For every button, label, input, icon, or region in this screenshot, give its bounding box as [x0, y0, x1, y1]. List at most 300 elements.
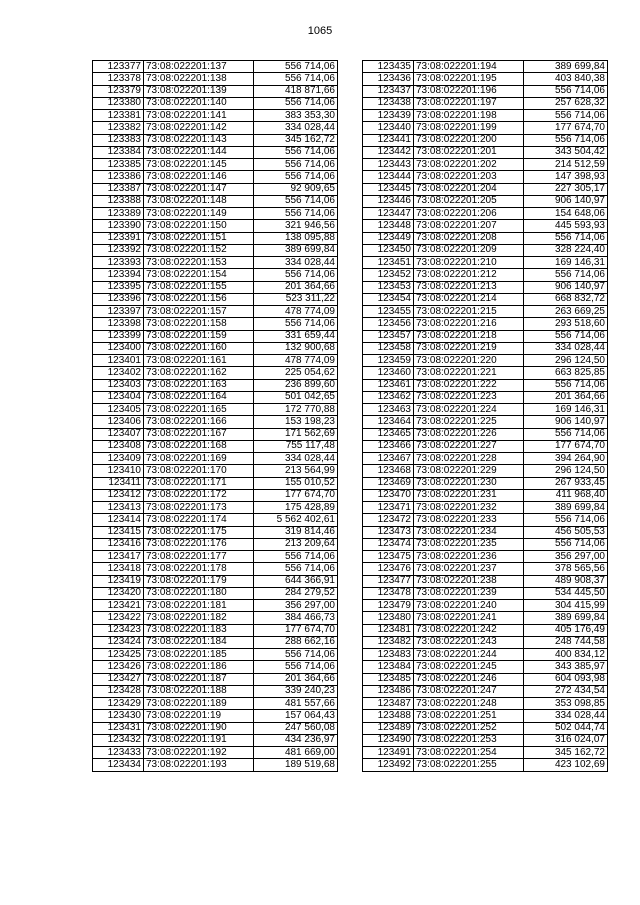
cadastral-number-cell: 73:08:022201:215 [414, 306, 524, 318]
value-cell: 177 674,70 [524, 122, 608, 134]
row-number-cell: 123464 [363, 416, 414, 428]
row-number-cell: 123458 [363, 342, 414, 354]
value-cell: 556 714,06 [254, 195, 338, 207]
value-cell: 389 699,84 [524, 61, 608, 73]
cadastral-number-cell: 73:08:022201:219 [414, 342, 524, 354]
cadastral-number-cell: 73:08:022201:177 [144, 551, 254, 563]
cadastral-number-cell: 73:08:022201:197 [414, 97, 524, 109]
cadastral-number-cell: 73:08:022201:161 [144, 355, 254, 367]
value-cell: 339 240,23 [254, 685, 338, 697]
cadastral-number-cell: 73:08:022201:144 [144, 146, 254, 158]
value-cell: 225 054,62 [254, 367, 338, 379]
cadastral-number-cell: 73:08:022201:168 [144, 440, 254, 452]
cadastral-number-cell: 73:08:022201:19 [144, 710, 254, 722]
row-number-cell: 123462 [363, 391, 414, 403]
cadastral-number-cell: 73:08:022201:142 [144, 122, 254, 134]
value-cell: 556 714,06 [254, 159, 338, 171]
table-row [363, 220, 608, 232]
register-table-left [92, 60, 338, 772]
cadastral-number-cell: 73:08:022201:141 [144, 110, 254, 122]
value-cell: 343 385,97 [524, 661, 608, 673]
value-cell: 906 140,97 [524, 281, 608, 293]
value-cell: 906 140,97 [524, 416, 608, 428]
page-number: 1065 [307, 25, 333, 37]
cadastral-number-cell: 73:08:022201:239 [414, 587, 524, 599]
table-row [363, 636, 608, 648]
row-number-cell: 123388 [93, 195, 144, 207]
table-row [363, 318, 608, 330]
value-cell: 383 353,30 [254, 110, 338, 122]
value-cell: 304 415,99 [524, 600, 608, 612]
row-number-cell: 123451 [363, 257, 414, 269]
table-row [93, 514, 338, 526]
row-number-cell: 123386 [93, 171, 144, 183]
table-row [363, 171, 608, 183]
row-number-cell: 123395 [93, 281, 144, 293]
table-row [93, 710, 338, 722]
table-row [93, 465, 338, 477]
row-number-cell: 123477 [363, 575, 414, 587]
table-row [93, 61, 338, 73]
cadastral-number-cell: 73:08:022201:150 [144, 220, 254, 232]
cadastral-number-cell: 73:08:022201:224 [414, 404, 524, 416]
cadastral-number-cell: 73:08:022201:172 [144, 489, 254, 501]
value-cell: 502 044,74 [524, 722, 608, 734]
table-row [93, 159, 338, 171]
table-row [93, 551, 338, 563]
table-row [363, 330, 608, 342]
row-number-cell: 123463 [363, 404, 414, 416]
value-cell: 556 714,06 [254, 61, 338, 73]
cadastral-number-cell: 73:08:022201:163 [144, 379, 254, 391]
value-cell: 434 236,97 [254, 734, 338, 746]
table-row [363, 612, 608, 624]
row-number-cell: 123474 [363, 538, 414, 550]
cadastral-number-cell: 73:08:022201:178 [144, 563, 254, 575]
cadastral-number-cell: 73:08:022201:235 [414, 538, 524, 550]
cadastral-number-cell: 73:08:022201:204 [414, 183, 524, 195]
cadastral-number-cell: 73:08:022201:175 [144, 526, 254, 538]
cadastral-number-cell: 73:08:022201:137 [144, 61, 254, 73]
table-row [93, 587, 338, 599]
value-cell: 534 445,50 [524, 587, 608, 599]
row-number-cell: 123475 [363, 551, 414, 563]
cadastral-number-cell: 73:08:022201:200 [414, 134, 524, 146]
row-number-cell: 123470 [363, 489, 414, 501]
table-row [93, 563, 338, 575]
row-number-cell: 123442 [363, 146, 414, 158]
table-row [93, 318, 338, 330]
cadastral-number-cell: 73:08:022201:230 [414, 477, 524, 489]
cadastral-number-cell: 73:08:022201:213 [414, 281, 524, 293]
row-number-cell: 123389 [93, 208, 144, 220]
value-cell: 213 209,64 [254, 538, 338, 550]
row-number-cell: 123416 [93, 538, 144, 550]
table-row [93, 342, 338, 354]
cadastral-number-cell: 73:08:022201:173 [144, 502, 254, 514]
row-number-cell: 123379 [93, 85, 144, 97]
table-row [93, 306, 338, 318]
value-cell: 556 714,06 [524, 428, 608, 440]
cadastral-number-cell: 73:08:022201:143 [144, 134, 254, 146]
table-row [363, 85, 608, 97]
value-cell: 445 593,93 [524, 220, 608, 232]
row-number-cell: 123459 [363, 355, 414, 367]
cadastral-number-cell: 73:08:022201:251 [414, 710, 524, 722]
cadastral-number-cell: 73:08:022201:252 [414, 722, 524, 734]
value-cell: 157 064,43 [254, 710, 338, 722]
value-cell: 334 028,44 [254, 453, 338, 465]
cadastral-number-cell: 73:08:022201:162 [144, 367, 254, 379]
value-cell: 556 714,06 [254, 269, 338, 281]
value-cell: 644 366,91 [254, 575, 338, 587]
register-table-right [362, 60, 608, 772]
value-cell: 334 028,44 [254, 122, 338, 134]
table-row [363, 538, 608, 550]
table-row [93, 97, 338, 109]
row-number-cell: 123438 [363, 97, 414, 109]
table-row [363, 404, 608, 416]
row-number-cell: 123403 [93, 379, 144, 391]
cadastral-number-cell: 73:08:022201:208 [414, 232, 524, 244]
cadastral-number-cell: 73:08:022201:167 [144, 428, 254, 440]
value-cell: 556 714,06 [524, 134, 608, 146]
table-row [93, 722, 338, 734]
value-cell: 523 311,22 [254, 293, 338, 305]
table-row [363, 281, 608, 293]
row-number-cell: 123473 [363, 526, 414, 538]
value-cell: 319 814,46 [254, 526, 338, 538]
table-row [363, 342, 608, 354]
table-row [93, 428, 338, 440]
cadastral-number-cell: 73:08:022201:240 [414, 600, 524, 612]
cadastral-number-cell: 73:08:022201:198 [414, 110, 524, 122]
row-number-cell: 123420 [93, 587, 144, 599]
value-cell: 353 098,85 [524, 698, 608, 710]
table-row [93, 440, 338, 452]
row-number-cell: 123421 [93, 600, 144, 612]
value-cell: 556 714,06 [524, 538, 608, 550]
table-row [363, 575, 608, 587]
table-row [363, 73, 608, 85]
value-cell: 247 560,08 [254, 722, 338, 734]
table-row [363, 698, 608, 710]
cadastral-number-cell: 73:08:022201:151 [144, 232, 254, 244]
row-number-cell: 123480 [363, 612, 414, 624]
value-cell: 267 933,45 [524, 477, 608, 489]
cadastral-number-cell: 73:08:022201:152 [144, 244, 254, 256]
row-number-cell: 123429 [93, 698, 144, 710]
row-number-cell: 123393 [93, 257, 144, 269]
cadastral-number-cell: 73:08:022201:181 [144, 600, 254, 612]
cadastral-number-cell: 73:08:022201:192 [144, 747, 254, 759]
value-cell: 92 909,65 [254, 183, 338, 195]
value-cell: 405 176,49 [524, 624, 608, 636]
value-cell: 403 840,38 [524, 73, 608, 85]
value-cell: 201 364,66 [254, 281, 338, 293]
table-row [93, 269, 338, 281]
row-number-cell: 123455 [363, 306, 414, 318]
row-number-cell: 123432 [93, 734, 144, 746]
table-row [93, 134, 338, 146]
table-row [363, 232, 608, 244]
row-number-cell: 123491 [363, 747, 414, 759]
table-row [363, 257, 608, 269]
table-row [363, 306, 608, 318]
cadastral-number-cell: 73:08:022201:229 [414, 465, 524, 477]
cadastral-number-cell: 73:08:022201:165 [144, 404, 254, 416]
row-number-cell: 123430 [93, 710, 144, 722]
value-cell: 334 028,44 [254, 257, 338, 269]
value-cell: 296 124,50 [524, 355, 608, 367]
value-cell: 556 714,06 [254, 318, 338, 330]
value-cell: 331 659,44 [254, 330, 338, 342]
row-number-cell: 123447 [363, 208, 414, 220]
table-row [363, 134, 608, 146]
cadastral-number-cell: 73:08:022201:196 [414, 85, 524, 97]
value-cell: 169 146,31 [524, 404, 608, 416]
row-number-cell: 123476 [363, 563, 414, 575]
value-cell: 394 264,90 [524, 453, 608, 465]
value-cell: 172 770,88 [254, 404, 338, 416]
value-cell: 284 279,52 [254, 587, 338, 599]
cadastral-number-cell: 73:08:022201:226 [414, 428, 524, 440]
row-number-cell: 123385 [93, 159, 144, 171]
cadastral-number-cell: 73:08:022201:176 [144, 538, 254, 550]
row-number-cell: 123468 [363, 465, 414, 477]
cadastral-number-cell: 73:08:022201:222 [414, 379, 524, 391]
table-row [93, 636, 338, 648]
value-cell: 556 714,06 [524, 85, 608, 97]
row-number-cell: 123460 [363, 367, 414, 379]
row-number-cell: 123404 [93, 391, 144, 403]
table-row [93, 489, 338, 501]
value-cell: 389 699,84 [254, 244, 338, 256]
table-row [93, 379, 338, 391]
table-row [363, 710, 608, 722]
table-row [363, 502, 608, 514]
row-number-cell: 123483 [363, 649, 414, 661]
table-row [363, 526, 608, 538]
table-row [93, 208, 338, 220]
row-number-cell: 123431 [93, 722, 144, 734]
cadastral-number-cell: 73:08:022201:140 [144, 97, 254, 109]
table-row [93, 526, 338, 538]
table-row [363, 673, 608, 685]
value-cell: 345 162,72 [254, 134, 338, 146]
table-row [93, 146, 338, 158]
row-number-cell: 123392 [93, 244, 144, 256]
row-number-cell: 123398 [93, 318, 144, 330]
value-cell: 423 102,69 [524, 759, 608, 771]
value-cell: 293 518,60 [524, 318, 608, 330]
row-number-cell: 123434 [93, 759, 144, 771]
value-cell: 5 562 402,61 [254, 514, 338, 526]
table-row [363, 563, 608, 575]
value-cell: 556 714,06 [524, 110, 608, 122]
value-cell: 604 093,98 [524, 673, 608, 685]
table-row [93, 673, 338, 685]
table-row [363, 244, 608, 256]
value-cell: 556 714,06 [524, 514, 608, 526]
cadastral-number-cell: 73:08:022201:148 [144, 195, 254, 207]
value-cell: 236 899,60 [254, 379, 338, 391]
row-number-cell: 123394 [93, 269, 144, 281]
table-row [363, 551, 608, 563]
row-number-cell: 123383 [93, 134, 144, 146]
row-number-cell: 123400 [93, 342, 144, 354]
table-row [93, 649, 338, 661]
table-row [93, 734, 338, 746]
cadastral-number-cell: 73:08:022201:156 [144, 293, 254, 305]
table-row [363, 453, 608, 465]
cadastral-number-cell: 73:08:022201:169 [144, 453, 254, 465]
table-row [363, 734, 608, 746]
value-cell: 663 825,85 [524, 367, 608, 379]
row-number-cell: 123411 [93, 477, 144, 489]
row-number-cell: 123418 [93, 563, 144, 575]
row-number-cell: 123465 [363, 428, 414, 440]
table-row [363, 355, 608, 367]
table-row [93, 391, 338, 403]
value-cell: 189 519,68 [254, 759, 338, 771]
table-row [93, 661, 338, 673]
cadastral-number-cell: 73:08:022201:255 [414, 759, 524, 771]
cadastral-number-cell: 73:08:022201:244 [414, 649, 524, 661]
value-cell: 214 512,59 [524, 159, 608, 171]
cadastral-number-cell: 73:08:022201:139 [144, 85, 254, 97]
cadastral-number-cell: 73:08:022201:179 [144, 575, 254, 587]
cadastral-number-cell: 73:08:022201:159 [144, 330, 254, 342]
cadastral-number-cell: 73:08:022201:233 [414, 514, 524, 526]
cadastral-number-cell: 73:08:022201:154 [144, 269, 254, 281]
table-row [363, 159, 608, 171]
cadastral-number-cell: 73:08:022201:210 [414, 257, 524, 269]
row-number-cell: 123380 [93, 97, 144, 109]
table-row [363, 465, 608, 477]
table-row [363, 428, 608, 440]
row-number-cell: 123466 [363, 440, 414, 452]
value-cell: 384 466,73 [254, 612, 338, 624]
row-number-cell: 123449 [363, 232, 414, 244]
value-cell: 478 774,09 [254, 306, 338, 318]
cadastral-number-cell: 73:08:022201:187 [144, 673, 254, 685]
table-row [93, 257, 338, 269]
table-row [93, 416, 338, 428]
cadastral-number-cell: 73:08:022201:186 [144, 661, 254, 673]
row-number-cell: 123444 [363, 171, 414, 183]
value-cell: 556 714,06 [254, 563, 338, 575]
cadastral-number-cell: 73:08:022201:157 [144, 306, 254, 318]
row-number-cell: 123405 [93, 404, 144, 416]
row-number-cell: 123423 [93, 624, 144, 636]
table-row [363, 416, 608, 428]
table-row [93, 404, 338, 416]
cadastral-number-cell: 73:08:022201:180 [144, 587, 254, 599]
cadastral-number-cell: 73:08:022201:195 [414, 73, 524, 85]
row-number-cell: 123417 [93, 551, 144, 563]
value-cell: 356 297,00 [524, 551, 608, 563]
row-number-cell: 123413 [93, 502, 144, 514]
value-cell: 501 042,65 [254, 391, 338, 403]
cadastral-number-cell: 73:08:022201:199 [414, 122, 524, 134]
table-row [93, 183, 338, 195]
value-cell: 556 714,06 [254, 649, 338, 661]
value-cell: 201 364,66 [254, 673, 338, 685]
cadastral-number-cell: 73:08:022201:202 [414, 159, 524, 171]
row-number-cell: 123454 [363, 293, 414, 305]
table-row [93, 330, 338, 342]
row-number-cell: 123409 [93, 453, 144, 465]
cadastral-number-cell: 73:08:022201:206 [414, 208, 524, 220]
value-cell: 263 669,25 [524, 306, 608, 318]
row-number-cell: 123401 [93, 355, 144, 367]
row-number-cell: 123453 [363, 281, 414, 293]
row-number-cell: 123408 [93, 440, 144, 452]
row-number-cell: 123425 [93, 649, 144, 661]
row-number-cell: 123427 [93, 673, 144, 685]
row-number-cell: 123390 [93, 220, 144, 232]
row-number-cell: 123397 [93, 306, 144, 318]
value-cell: 481 557,66 [254, 698, 338, 710]
row-number-cell: 123435 [363, 61, 414, 73]
row-number-cell: 123422 [93, 612, 144, 624]
row-number-cell: 123445 [363, 183, 414, 195]
value-cell: 321 946,56 [254, 220, 338, 232]
row-number-cell: 123467 [363, 453, 414, 465]
row-number-cell: 123488 [363, 710, 414, 722]
value-cell: 378 565,56 [524, 563, 608, 575]
value-cell: 177 674,70 [254, 624, 338, 636]
value-cell: 171 562,69 [254, 428, 338, 440]
cadastral-number-cell: 73:08:022201:234 [414, 526, 524, 538]
cadastral-number-cell: 73:08:022201:155 [144, 281, 254, 293]
row-number-cell: 123437 [363, 85, 414, 97]
cadastral-number-cell: 73:08:022201:170 [144, 465, 254, 477]
row-number-cell: 123478 [363, 587, 414, 599]
cadastral-number-cell: 73:08:022201:231 [414, 489, 524, 501]
cadastral-number-cell: 73:08:022201:182 [144, 612, 254, 624]
table-row [93, 73, 338, 85]
value-cell: 389 699,84 [524, 502, 608, 514]
value-cell: 556 714,06 [254, 551, 338, 563]
cadastral-number-cell: 73:08:022201:171 [144, 477, 254, 489]
cadastral-number-cell: 73:08:022201:205 [414, 195, 524, 207]
cadastral-number-cell: 73:08:022201:193 [144, 759, 254, 771]
cadastral-number-cell: 73:08:022201:241 [414, 612, 524, 624]
row-number-cell: 123381 [93, 110, 144, 122]
table-row [363, 391, 608, 403]
value-cell: 489 908,37 [524, 575, 608, 587]
value-cell: 169 146,31 [524, 257, 608, 269]
table-row [93, 244, 338, 256]
cadastral-number-cell: 73:08:022201:145 [144, 159, 254, 171]
cadastral-number-cell: 73:08:022201:188 [144, 685, 254, 697]
cadastral-number-cell: 73:08:022201:138 [144, 73, 254, 85]
cadastral-number-cell: 73:08:022201:183 [144, 624, 254, 636]
value-cell: 153 198,23 [254, 416, 338, 428]
table-row [93, 575, 338, 587]
row-number-cell: 123443 [363, 159, 414, 171]
cadastral-number-cell: 73:08:022201:146 [144, 171, 254, 183]
cadastral-number-cell: 73:08:022201:185 [144, 649, 254, 661]
row-number-cell: 123469 [363, 477, 414, 489]
table-row [93, 538, 338, 550]
row-number-cell: 123382 [93, 122, 144, 134]
cadastral-number-cell: 73:08:022201:243 [414, 636, 524, 648]
row-number-cell: 123485 [363, 673, 414, 685]
row-number-cell: 123396 [93, 293, 144, 305]
